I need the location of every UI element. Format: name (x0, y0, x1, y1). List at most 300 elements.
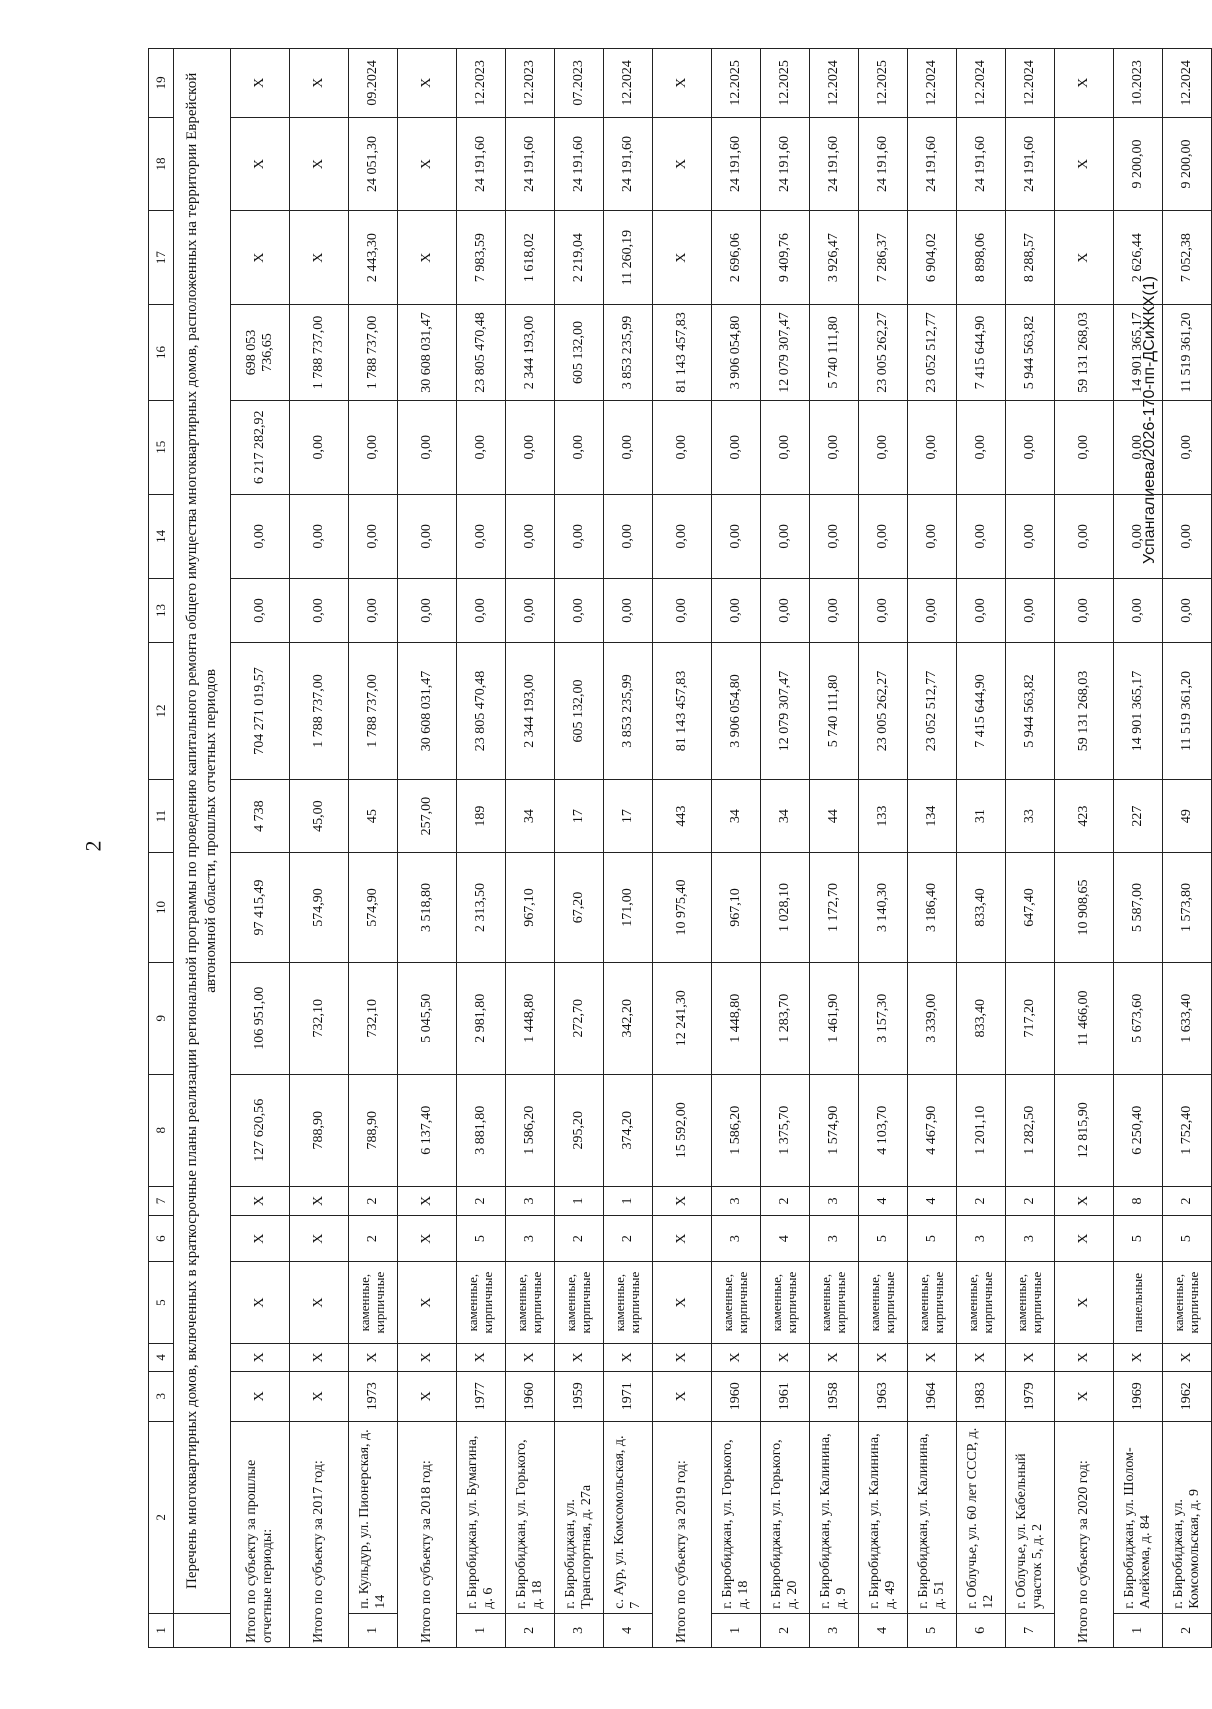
table-cell: 3 (957, 1216, 1006, 1262)
table-cell: 9 200,00 (1163, 117, 1212, 211)
table-cell: 12.2025 (712, 49, 761, 118)
table-cell: 12 079 307,47 (761, 304, 810, 400)
table-cell: 24 191,60 (1006, 117, 1055, 211)
total-cell: Х (1055, 1371, 1114, 1421)
table-cell: 24 191,60 (810, 117, 859, 211)
total-cell: Х (231, 211, 290, 305)
total-cell: Х (398, 1344, 457, 1371)
table-cell: г. Биробиджан, ул. Калинина, д. 49 (859, 1421, 908, 1613)
total-cell: 59 131 268,03 (1055, 643, 1114, 780)
total-cell: 257,00 (398, 780, 457, 853)
column-number: 4 (149, 1344, 174, 1371)
table-body (149, 49, 1212, 1648)
table-cell: 1 633,40 (1163, 962, 1212, 1074)
total-cell: Х (1055, 1344, 1114, 1371)
total-cell: 97 415,49 (231, 853, 290, 963)
table-cell: 23 805 470,48 (457, 304, 506, 400)
table-cell: г. Биробиджан, ул. Горького, д. 18 (506, 1421, 555, 1613)
table-cell: г. Биробиджан, ул. Горького, д. 20 (761, 1421, 810, 1613)
table-cell: 1961 (761, 1371, 810, 1421)
table-cell: 7 286,37 (859, 211, 908, 305)
table-cell: 0,00 (604, 579, 653, 643)
table-cell: 967,10 (712, 853, 761, 963)
table-cell: 2 (506, 1613, 555, 1647)
total-cell: Х (398, 1216, 457, 1262)
table-title-row (174, 49, 231, 1648)
table-cell: 2 443,30 (349, 211, 398, 305)
table-cell: 2 (761, 1186, 810, 1216)
table-cell: 24 051,30 (349, 117, 398, 211)
table-cell: 0,00 (1006, 494, 1055, 579)
table-cell: 7 052,38 (1163, 211, 1212, 305)
document-footer: Успангалиева/2026-170-пп-ДСиЖКХ(1) (1141, 276, 1158, 564)
column-number: 12 (149, 643, 174, 780)
table-cell: 12.2023 (506, 49, 555, 118)
table-cell: 0,00 (957, 400, 1006, 494)
table-cell: 4 103,70 (859, 1074, 908, 1186)
table-cell: каменные, кирпичные (555, 1262, 604, 1344)
table-cell: 3 (506, 1216, 555, 1262)
table-cell: 10.2023 (1114, 49, 1163, 118)
table-cell: Х (859, 1344, 908, 1371)
total-cell: 0,00 (653, 579, 712, 643)
total-cell: 423 (1055, 780, 1114, 853)
table-cell: Х (712, 1344, 761, 1371)
table-cell: 1 (712, 1613, 761, 1647)
table-cell: 574,90 (349, 853, 398, 963)
table-cell: 0,00 (555, 579, 604, 643)
table-cell: 2 (457, 1186, 506, 1216)
table-cell: 0,00 (1114, 579, 1163, 643)
table-cell: 0,00 (1163, 400, 1212, 494)
column-number: 9 (149, 962, 174, 1074)
table-cell: каменные, кирпичные (506, 1262, 555, 1344)
total-cell: 30 608 031,47 (398, 643, 457, 780)
table-cell: 11 519 361,20 (1163, 304, 1212, 400)
table-cell: 2 313,50 (457, 853, 506, 963)
total-cell: 0,00 (290, 400, 349, 494)
total-cell: 0,00 (231, 579, 290, 643)
table-cell: 2 (604, 1216, 653, 1262)
table-cell: каменные, кирпичные (457, 1262, 506, 1344)
table-cell: 0,00 (712, 579, 761, 643)
column-number: 1 (149, 1613, 174, 1647)
table-cell: 0,00 (457, 494, 506, 579)
table-cell: 6 904,02 (908, 211, 957, 305)
table-cell: 3 853 235,99 (604, 643, 653, 780)
table-cell: 12.2024 (810, 49, 859, 118)
table-cell: 24 191,60 (712, 117, 761, 211)
table-cell: 0,00 (908, 494, 957, 579)
table-cell: Х (349, 1344, 398, 1371)
total-cell: Х (231, 1262, 290, 1344)
total-cell: 0,00 (398, 400, 457, 494)
table-cell: 3 853 235,99 (604, 304, 653, 400)
total-cell: Х (398, 211, 457, 305)
total-cell: 0,00 (231, 494, 290, 579)
table-cell: 2 219,04 (555, 211, 604, 305)
total-cell: Х (653, 1262, 712, 1344)
table-cell: 3 (712, 1186, 761, 1216)
total-cell: Х (290, 1344, 349, 1371)
total-cell: 4 738 (231, 780, 290, 853)
table-cell: 732,10 (349, 962, 398, 1074)
table-cell: 0,00 (859, 400, 908, 494)
table-row (1006, 49, 1055, 1648)
table-cell: 24 191,60 (604, 117, 653, 211)
total-cell: 443 (653, 780, 712, 853)
table-cell: 1 (457, 1613, 506, 1647)
table-cell: 1 461,90 (810, 962, 859, 1074)
table-cell: 5 673,60 (1114, 962, 1163, 1074)
table-cell: 1962 (1163, 1371, 1212, 1421)
table-cell: 23 052 512,77 (908, 304, 957, 400)
total-cell: Х (290, 117, 349, 211)
table-cell: 0,00 (1006, 400, 1055, 494)
total-cell: Х (653, 1216, 712, 1262)
table-row (761, 49, 810, 1648)
table-cell: 3 926,47 (810, 211, 859, 305)
table-row (859, 49, 908, 1648)
table-cell: 24 191,60 (506, 117, 555, 211)
table-cell: 1 573,80 (1163, 853, 1212, 963)
table-cell: 9 200,00 (1114, 117, 1163, 211)
table-cell: 4 (859, 1613, 908, 1647)
table-cell: 3 (712, 1216, 761, 1262)
table-cell: 1 618,02 (506, 211, 555, 305)
table-cell: 647,40 (1006, 853, 1055, 963)
table-cell: 0,00 (457, 400, 506, 494)
table-cell: 31 (957, 780, 1006, 853)
table-cell: 134 (908, 780, 957, 853)
total-label: Итого по субъекту за 2019 год: (653, 1421, 712, 1647)
table-cell: 24 191,60 (761, 117, 810, 211)
table-cell: г. Биробиджан, ул. Горького, д. 18 (712, 1421, 761, 1613)
table-cell: 0,00 (1114, 494, 1163, 579)
table-cell: 2 (555, 1216, 604, 1262)
table-cell: 44 (810, 780, 859, 853)
table-cell: 33 (1006, 780, 1055, 853)
table-cell: 295,20 (555, 1074, 604, 1186)
table-cell: с. Аур, ул. Комсомольская, д. 7 (604, 1421, 653, 1613)
table-cell: 1964 (908, 1371, 957, 1421)
table-cell: г. Биробиджан, ул. Комсомольская, д. 9 (1163, 1421, 1212, 1613)
table-cell: Х (1163, 1344, 1212, 1371)
table-cell: 24 191,60 (457, 117, 506, 211)
total-row-year (290, 49, 349, 1648)
total-cell: 698 053 736,65 (231, 304, 290, 400)
table-cell: 374,20 (604, 1074, 653, 1186)
rotated-table-wrapper (148, 48, 1212, 1648)
table-cell: 9 409,76 (761, 211, 810, 305)
table-cell: 2 (1006, 1186, 1055, 1216)
table-cell: 5 740 111,80 (810, 643, 859, 780)
table-cell: 2 626,44 (1114, 211, 1163, 305)
table-cell: 24 191,60 (555, 117, 604, 211)
table-cell: 7 (1006, 1613, 1055, 1647)
table-cell: г. Биробиджан, ул. Калинина, д. 9 (810, 1421, 859, 1613)
total-cell: 45,00 (290, 780, 349, 853)
total-cell: Х (231, 1216, 290, 1262)
column-number: 17 (149, 211, 174, 305)
table-cell: 0,00 (761, 400, 810, 494)
column-number-row (149, 49, 174, 1648)
column-number: 14 (149, 494, 174, 579)
total-cell: 0,00 (290, 579, 349, 643)
row-number-cell (174, 1613, 231, 1647)
total-cell: 12 241,30 (653, 962, 712, 1074)
table-cell: 0,00 (349, 494, 398, 579)
table-cell: 3 881,80 (457, 1074, 506, 1186)
table-cell: 272,70 (555, 962, 604, 1074)
table-cell: 1977 (457, 1371, 506, 1421)
table-cell: 1 375,70 (761, 1074, 810, 1186)
table-cell: Х (761, 1344, 810, 1371)
table-cell: 8 898,06 (957, 211, 1006, 305)
total-cell: 10 908,65 (1055, 853, 1114, 963)
total-cell: Х (231, 1186, 290, 1216)
table-row (810, 49, 859, 1648)
table-cell: 3 (810, 1613, 859, 1647)
table-cell: 1963 (859, 1371, 908, 1421)
table-cell: 5 (1114, 1216, 1163, 1262)
total-cell: Х (1055, 117, 1114, 211)
table-cell: 3 (555, 1613, 604, 1647)
table-cell: 3 157,30 (859, 962, 908, 1074)
table-cell: 34 (506, 780, 555, 853)
total-cell: 788,90 (290, 1074, 349, 1186)
table-cell: 45 (349, 780, 398, 853)
table-cell: 5 (457, 1216, 506, 1262)
table-cell: 1 788 737,00 (349, 304, 398, 400)
table-cell: каменные, кирпичные (908, 1262, 957, 1344)
column-number: 15 (149, 400, 174, 494)
table-cell: каменные, кирпичные (604, 1262, 653, 1344)
table-cell: 34 (712, 780, 761, 853)
table-cell: 5 587,00 (1114, 853, 1163, 963)
total-cell: 0,00 (398, 579, 457, 643)
table-cell: каменные, кирпичные (761, 1262, 810, 1344)
total-row-year (398, 49, 457, 1648)
table-cell: 0,00 (1163, 579, 1212, 643)
total-cell: Х (290, 1371, 349, 1421)
total-cell: Х (653, 211, 712, 305)
table-cell: п. Кульдур, ул. Пионерская, д. 14 (349, 1421, 398, 1613)
table-row (506, 49, 555, 1648)
total-cell: Х (231, 1344, 290, 1371)
table-cell: 2 (1163, 1186, 1212, 1216)
table-cell: 1 282,50 (1006, 1074, 1055, 1186)
total-cell: 3 518,80 (398, 853, 457, 963)
column-number: 13 (149, 579, 174, 643)
table-cell: 3 186,40 (908, 853, 957, 963)
total-cell: Х (290, 1262, 349, 1344)
total-cell: Х (1055, 1262, 1114, 1344)
total-cell: Х (1055, 1216, 1114, 1262)
total-cell: Х (653, 1371, 712, 1421)
table-cell: 0,00 (908, 579, 957, 643)
table-cell: 23 005 262,27 (859, 643, 908, 780)
table-cell: 1 172,70 (810, 853, 859, 963)
total-cell: 0,00 (290, 494, 349, 579)
table-cell: Х (810, 1344, 859, 1371)
total-cell: 704 271 019,57 (231, 643, 290, 780)
table-row (1114, 49, 1163, 1648)
table-cell: 3 (810, 1216, 859, 1262)
column-number: 5 (149, 1262, 174, 1344)
table-cell: 14 901 365,17 (1114, 304, 1163, 400)
table-cell: 12.2024 (604, 49, 653, 118)
table-cell: каменные, кирпичные (1006, 1262, 1055, 1344)
total-cell: Х (290, 211, 349, 305)
table-cell: 17 (604, 780, 653, 853)
total-row-year (653, 49, 712, 1648)
table-cell: 7 983,59 (457, 211, 506, 305)
table-cell: 1 448,80 (506, 962, 555, 1074)
table-cell: 1971 (604, 1371, 653, 1421)
table-cell: 3 140,30 (859, 853, 908, 963)
total-cell: 127 620,56 (231, 1074, 290, 1186)
table-cell: 3 906 054,80 (712, 304, 761, 400)
table-cell: 1979 (1006, 1371, 1055, 1421)
table-cell: 0,00 (1006, 579, 1055, 643)
table-cell: 717,20 (1006, 962, 1055, 1074)
table-cell: 0,00 (810, 579, 859, 643)
table-cell: 2 (1163, 1613, 1212, 1647)
table-cell: 2 (349, 1216, 398, 1262)
table-cell: 1959 (555, 1371, 604, 1421)
table-cell: 2 696,06 (712, 211, 761, 305)
total-cell: 59 131 268,03 (1055, 304, 1114, 400)
table-cell: г. Биробиджан, ул. Транспортная, д. 27а (555, 1421, 604, 1613)
total-cell: Х (231, 49, 290, 118)
total-cell: 0,00 (1055, 494, 1114, 579)
table-cell: г. Биробиджан, ул. Калинина, д. 51 (908, 1421, 957, 1613)
table-cell: 1 586,20 (506, 1074, 555, 1186)
table-cell: 189 (457, 780, 506, 853)
total-cell: 10 975,40 (653, 853, 712, 963)
table-cell: 0,00 (555, 400, 604, 494)
table-cell: 833,40 (957, 962, 1006, 1074)
total-cell: Х (1055, 211, 1114, 305)
table-cell: 1 283,70 (761, 962, 810, 1074)
table-cell: 342,20 (604, 962, 653, 1074)
table-cell: 11 260,19 (604, 211, 653, 305)
table-cell: 5 (908, 1613, 957, 1647)
table-cell: 2 (761, 1613, 810, 1647)
table-cell: 0,00 (761, 494, 810, 579)
table-cell: 3 (810, 1186, 859, 1216)
table-cell: 227 (1114, 780, 1163, 853)
table-cell: 5 (908, 1216, 957, 1262)
table-cell: Х (604, 1344, 653, 1371)
table-cell: 23 052 512,77 (908, 643, 957, 780)
table-cell: 3 339,00 (908, 962, 957, 1074)
column-number: 19 (149, 49, 174, 118)
page-number: 2 (80, 840, 106, 852)
column-number: 2 (149, 1421, 174, 1613)
table-cell: Х (957, 1344, 1006, 1371)
total-cell: Х (398, 1186, 457, 1216)
table-cell: 14 901 365,17 (1114, 643, 1163, 780)
table-cell: 07.2023 (555, 49, 604, 118)
table-cell: 0,00 (349, 400, 398, 494)
table-cell: 2 344 193,00 (506, 643, 555, 780)
total-cell: 0,00 (653, 400, 712, 494)
table-cell: 7 415 644,90 (957, 304, 1006, 400)
table-cell: 6 (957, 1613, 1006, 1647)
total-cell: 6 137,40 (398, 1074, 457, 1186)
table-cell: 5 740 111,80 (810, 304, 859, 400)
table-cell: 967,10 (506, 853, 555, 963)
column-number: 10 (149, 853, 174, 963)
table-cell: 24 191,60 (859, 117, 908, 211)
table-cell: 1969 (1114, 1371, 1163, 1421)
table-cell: 0,00 (349, 579, 398, 643)
total-cell: 0,00 (398, 494, 457, 579)
total-cell: Х (231, 117, 290, 211)
table-cell: 3 (506, 1186, 555, 1216)
total-cell: Х (398, 1262, 457, 1344)
table-cell: 12.2023 (457, 49, 506, 118)
total-cell: Х (398, 1371, 457, 1421)
table-cell: Х (908, 1344, 957, 1371)
total-cell: 0,00 (1055, 400, 1114, 494)
table-cell: панельные (1114, 1262, 1163, 1344)
total-cell: 11 466,00 (1055, 962, 1114, 1074)
table-cell: 17 (555, 780, 604, 853)
table-cell: 24 191,60 (957, 117, 1006, 211)
table-cell: 12.2025 (859, 49, 908, 118)
table-cell: каменные, кирпичные (810, 1262, 859, 1344)
table-cell: г. Биробиджан, ул. Шолом-Алейхема, д. 84 (1114, 1421, 1163, 1613)
table-cell: Х (1006, 1344, 1055, 1371)
table-row (957, 49, 1006, 1648)
table-cell: 0,00 (712, 494, 761, 579)
column-number: 11 (149, 780, 174, 853)
table-cell: 1973 (349, 1371, 398, 1421)
total-row-year (1055, 49, 1114, 1648)
table-cell: Х (457, 1344, 506, 1371)
total-cell: Х (653, 117, 712, 211)
table-cell: 34 (761, 780, 810, 853)
table-cell: 1958 (810, 1371, 859, 1421)
table-cell: 1960 (712, 1371, 761, 1421)
table-cell: 0,00 (859, 579, 908, 643)
table-cell: г. Облучье, ул. Кабельный участок 5, д. 2 (1006, 1421, 1055, 1613)
table-cell: 1 (1114, 1613, 1163, 1647)
table-cell: 12.2024 (1163, 49, 1212, 118)
table-cell: 4 (908, 1186, 957, 1216)
table-cell: 12.2024 (1006, 49, 1055, 118)
table-cell: 0,00 (1114, 400, 1163, 494)
table-cell: 12.2025 (761, 49, 810, 118)
table-cell: 49 (1163, 780, 1212, 853)
total-cell: Х (290, 49, 349, 118)
total-cell: Х (398, 117, 457, 211)
table-cell: 1960 (506, 1371, 555, 1421)
table-cell: 12.2024 (908, 49, 957, 118)
total-cell: 574,90 (290, 853, 349, 963)
table-cell: Х (555, 1344, 604, 1371)
table-row (908, 49, 957, 1648)
table-cell: 833,40 (957, 853, 1006, 963)
table-cell: 133 (859, 780, 908, 853)
table-cell: 09.2024 (349, 49, 398, 118)
table-cell: 1 (604, 1186, 653, 1216)
total-cell: 81 143 457,83 (653, 643, 712, 780)
table-cell: 0,00 (957, 494, 1006, 579)
